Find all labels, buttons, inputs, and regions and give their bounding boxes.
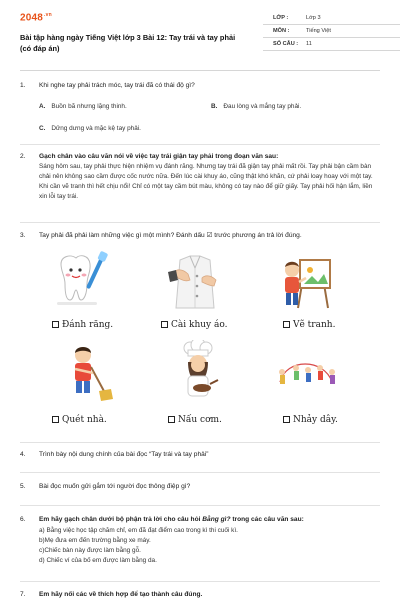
- option-a[interactable]: A. Buồn bã nhưng lặng thinh.: [39, 103, 127, 110]
- meta-table: [263, 12, 400, 51]
- worksheet-header: [20, 12, 380, 64]
- shirt-button-icon: [160, 250, 230, 312]
- painting-easel-icon: [272, 250, 342, 312]
- question-text: Em hãy nối các về thích hợp để tạo thành câu đúng.: [39, 591, 203, 598]
- sentence-item: a) Bằng việc học tập chăm chỉ, em đã đạt điểm cao trong kì thi cuối kì.: [39, 527, 238, 534]
- sentence-list: [39, 526, 369, 566]
- checkbox-icon[interactable]: [52, 416, 59, 423]
- question-number: 1.: [20, 82, 26, 89]
- question-text: Gạch chân vào câu văn nói về việc tay trái giận tay phải trong đoạn văn sau:: [39, 153, 279, 160]
- reading-passage: Sáng hôm sau, tay phải thực hiện nhiệm vụ đánh răng. Nhưng tay trái đã giận tay phải mất rồi. Tay phải bận cầm bàn chải nên không sao cầm được cốc nước nữa. Đến lúc cài khuy áo, cũng thật khó khăn, cứ phải loay hoay với một tay. Khi cần vẽ tranh thì hết chịu nổi! Chỉ có một tay cầm bút màu, không có tay nào để giữ giấy. Tay phải hối hận lắm, liền xin lỗi tay trái.: [39, 163, 373, 200]
- page-title: Bài tập hàng ngày Tiếng Việt lớp 3 Bài 12: Tay trái và tay phải (có đáp án): [20, 33, 236, 53]
- header-divider: [20, 70, 380, 71]
- meta-value: Tiếng Việt: [306, 28, 331, 34]
- sweeping-icon: [55, 343, 125, 405]
- question-number: 5.: [20, 483, 26, 490]
- option-jump-rope[interactable]: Nhảy dây.: [283, 415, 338, 425]
- checkbox-icon[interactable]: [283, 416, 290, 423]
- question-text: Tay phải đã phải làm những việc gì một mình? Đánh dấu ☑ trước phương án trả lời đúng.: [39, 232, 302, 239]
- sentence-item: b)Mẹ đưa em đến trường bằng xe máy.: [39, 536, 151, 544]
- divider: [20, 144, 380, 145]
- cooking-chef-icon: [166, 340, 236, 402]
- meta-value: Lớp 3: [306, 15, 321, 21]
- question-number: 3.: [20, 232, 26, 239]
- meta-key: MÔN :: [273, 28, 290, 34]
- divider: [20, 505, 380, 506]
- sentence-item: d) Chiếc ví của bố em được làm bằng da.: [39, 556, 157, 564]
- meta-row-grade: [263, 12, 400, 25]
- question-number: 7.: [20, 591, 26, 598]
- option-draw[interactable]: Vẽ tranh.: [283, 320, 335, 330]
- question-text: Trình bày nội dung chính của bài đọc “Tay trái và tay phải”: [39, 451, 209, 458]
- meta-value: 11: [306, 41, 312, 47]
- checkbox-icon[interactable]: [168, 416, 175, 423]
- option-brush-teeth[interactable]: Đánh răng.: [52, 320, 113, 330]
- option-sweep[interactable]: Quét nhà.: [52, 415, 107, 425]
- divider: [20, 222, 380, 223]
- checkbox-icon[interactable]: [161, 321, 168, 328]
- question-number: 4.: [20, 451, 26, 458]
- divider: [20, 442, 380, 443]
- checkbox-icon[interactable]: [52, 321, 59, 328]
- question-text: Khi nghe tay phải trách móc, tay trái đã có thái độ gì?: [39, 82, 195, 89]
- option-button-shirt[interactable]: Cài khuy áo.: [161, 320, 227, 330]
- option-cook[interactable]: Nấu cơm.: [168, 415, 222, 425]
- meta-key: SỐ CÂU :: [273, 41, 299, 47]
- question-number: 2.: [20, 153, 26, 160]
- site-logo[interactable]: $2048^{.vn}$: [20, 12, 52, 24]
- sentence-item: c)Chiếc bàn này được làm bằng gỗ.: [39, 546, 141, 554]
- tooth-brush-icon: [49, 250, 119, 312]
- question-text: Bài đọc muốn gửi gắm tới người đọc thông điệp gì?: [39, 483, 191, 490]
- jump-rope-icon: [272, 346, 342, 408]
- meta-row-count: [263, 38, 400, 51]
- checkbox-icon[interactable]: [283, 321, 290, 328]
- meta-row-subject: [263, 25, 400, 38]
- divider: [20, 472, 380, 473]
- question-text: Em hãy gạch chân dưới bộ phận trả lời cho câu hỏi Bằng gì? trong các câu văn sau:: [39, 516, 304, 523]
- meta-key: LỚP :: [273, 15, 289, 21]
- question-number: 6.: [20, 516, 26, 523]
- option-b[interactable]: B. Đau lòng và mắng tay phải.: [211, 103, 302, 110]
- divider: [20, 581, 380, 582]
- option-c[interactable]: C. Dửng dưng và mặc kệ tay phải.: [39, 125, 141, 132]
